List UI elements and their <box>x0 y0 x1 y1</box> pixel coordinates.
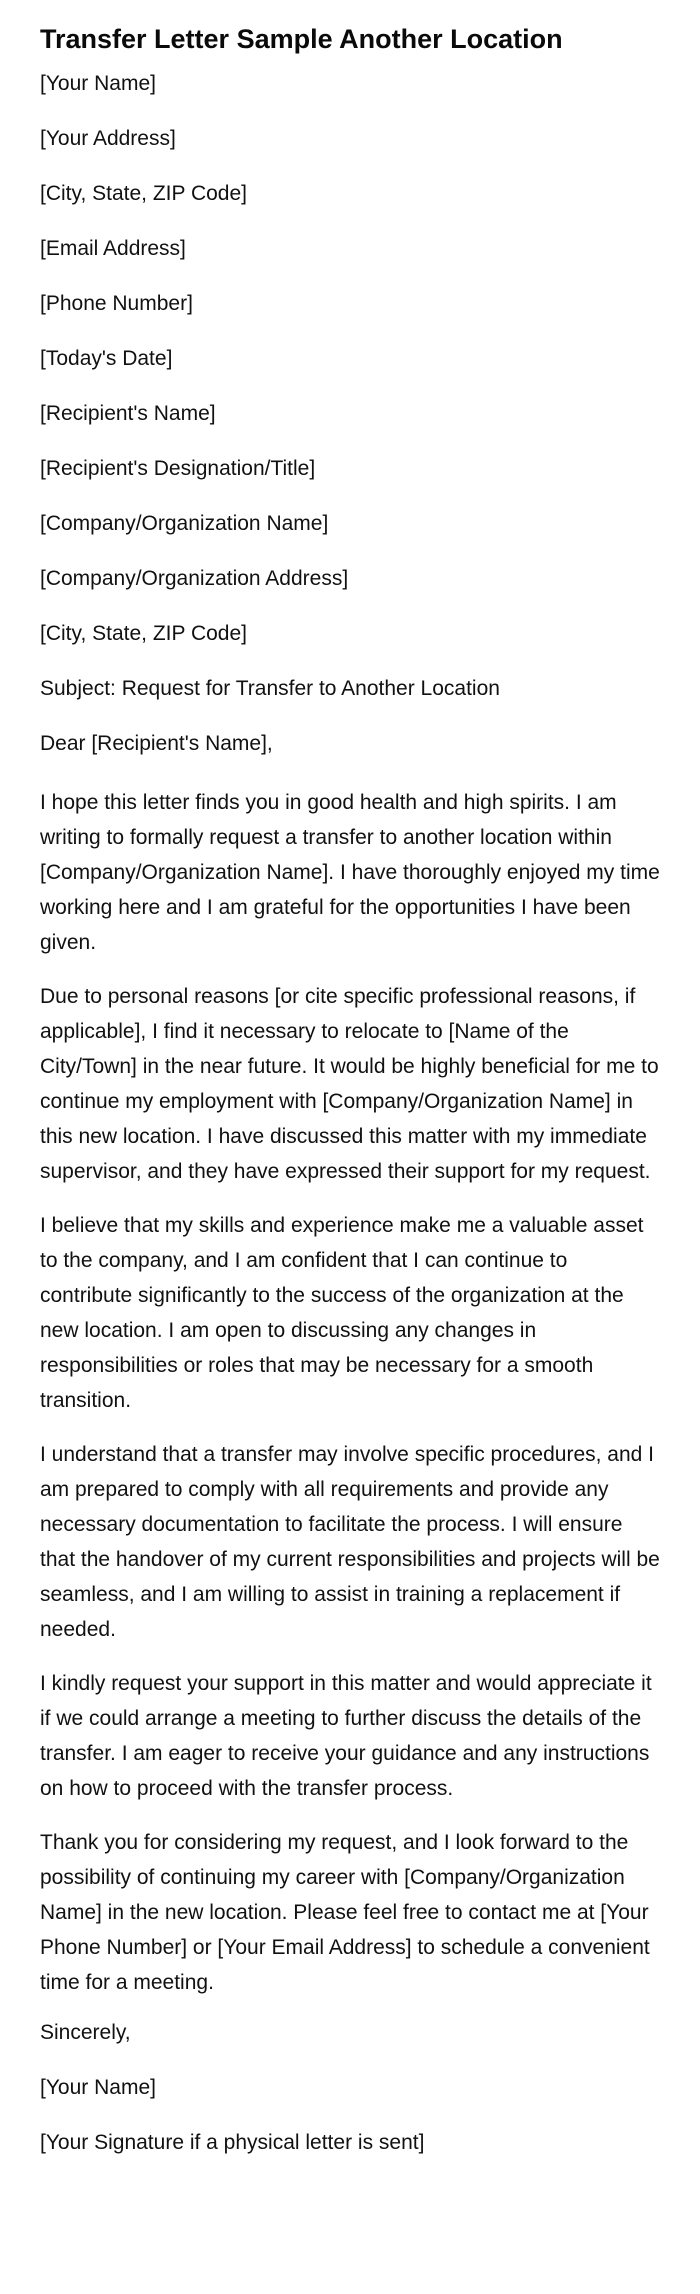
body-paragraph: Thank you for considering my request, and I look forward to the possibility of continuing my career with [Company/Organization Name] in the new location. Please feel free to contact me at [Your Phone Number] or [Your Email Address] to schedule a convenient time for a meeting. <box>40 1831 650 1994</box>
recipient-city-state-zip: [City, State, ZIP Code] <box>40 622 247 645</box>
body-paragraph: I hope this letter finds you in good health and high spirits. I am writing to formally request a transfer to another location within [Company/Organization Name]. I have thoroughly enjoyed my time working here and I am grateful for the opportunities I have been given. <box>40 791 660 954</box>
body-paragraph: I understand that a transfer may involve specific procedures, and I am prepared to comply with all requirements and provide any necessary documentation to facilitate the process. I will ensure that the handover of my current responsibilities and projects will be seamless, and I am willing to assist in training a replacement if needed. <box>40 1443 660 1641</box>
letter-date: [Today's Date] <box>40 347 173 370</box>
salutation: Dear [Recipient's Name], <box>40 732 273 755</box>
letter-body <box>40 785 660 2000</box>
sender-address: [Your Address] <box>40 127 176 150</box>
recipient-block <box>40 400 660 648</box>
sender-block <box>40 70 660 373</box>
sender-name: [Your Name] <box>40 72 156 95</box>
recipient-title: [Recipient's Designation/Title] <box>40 457 316 480</box>
closing: Sincerely, <box>40 2021 131 2044</box>
body-paragraph: Due to personal reasons [or cite specific professional reasons, if applicable], I find it necessary to relocate to [Name of the City/Town] in the near future. It would be highly beneficial for me to continue my employment with [Company/Organization Name] in this new location. I have discussed this matter with my immediate supervisor, and they have expressed their support for my request. <box>40 985 659 1183</box>
subject-line: Subject: Request for Transfer to Another Location <box>40 677 500 700</box>
document-title: Transfer Letter Sample Another Location <box>40 24 563 54</box>
recipient-company: [Company/Organization Name] <box>40 512 329 535</box>
recipient-name: [Recipient's Name] <box>40 402 216 425</box>
sender-email: [Email Address] <box>40 237 186 260</box>
signature-note: [Your Signature if a physical letter is sent] <box>40 2131 425 2154</box>
signature-name: [Your Name] <box>40 2076 156 2099</box>
body-paragraph: I believe that my skills and experience make me a valuable asset to the company, and I am confident that I can continue to contribute significantly to the success of the organization at the new location. I am open to discussing any changes in responsibilities or roles that may be necessary for a smooth transition. <box>40 1214 644 1412</box>
recipient-company-address: [Company/Organization Address] <box>40 567 349 590</box>
sender-city-state-zip: [City, State, ZIP Code] <box>40 182 247 205</box>
sender-phone: [Phone Number] <box>40 292 193 315</box>
body-paragraph: I kindly request your support in this matter and would appreciate it if we could arrange a meeting to further discuss the details of the transfer. I am eager to receive your guidance and any instructions on how to proceed with the transfer process. <box>40 1672 652 1800</box>
